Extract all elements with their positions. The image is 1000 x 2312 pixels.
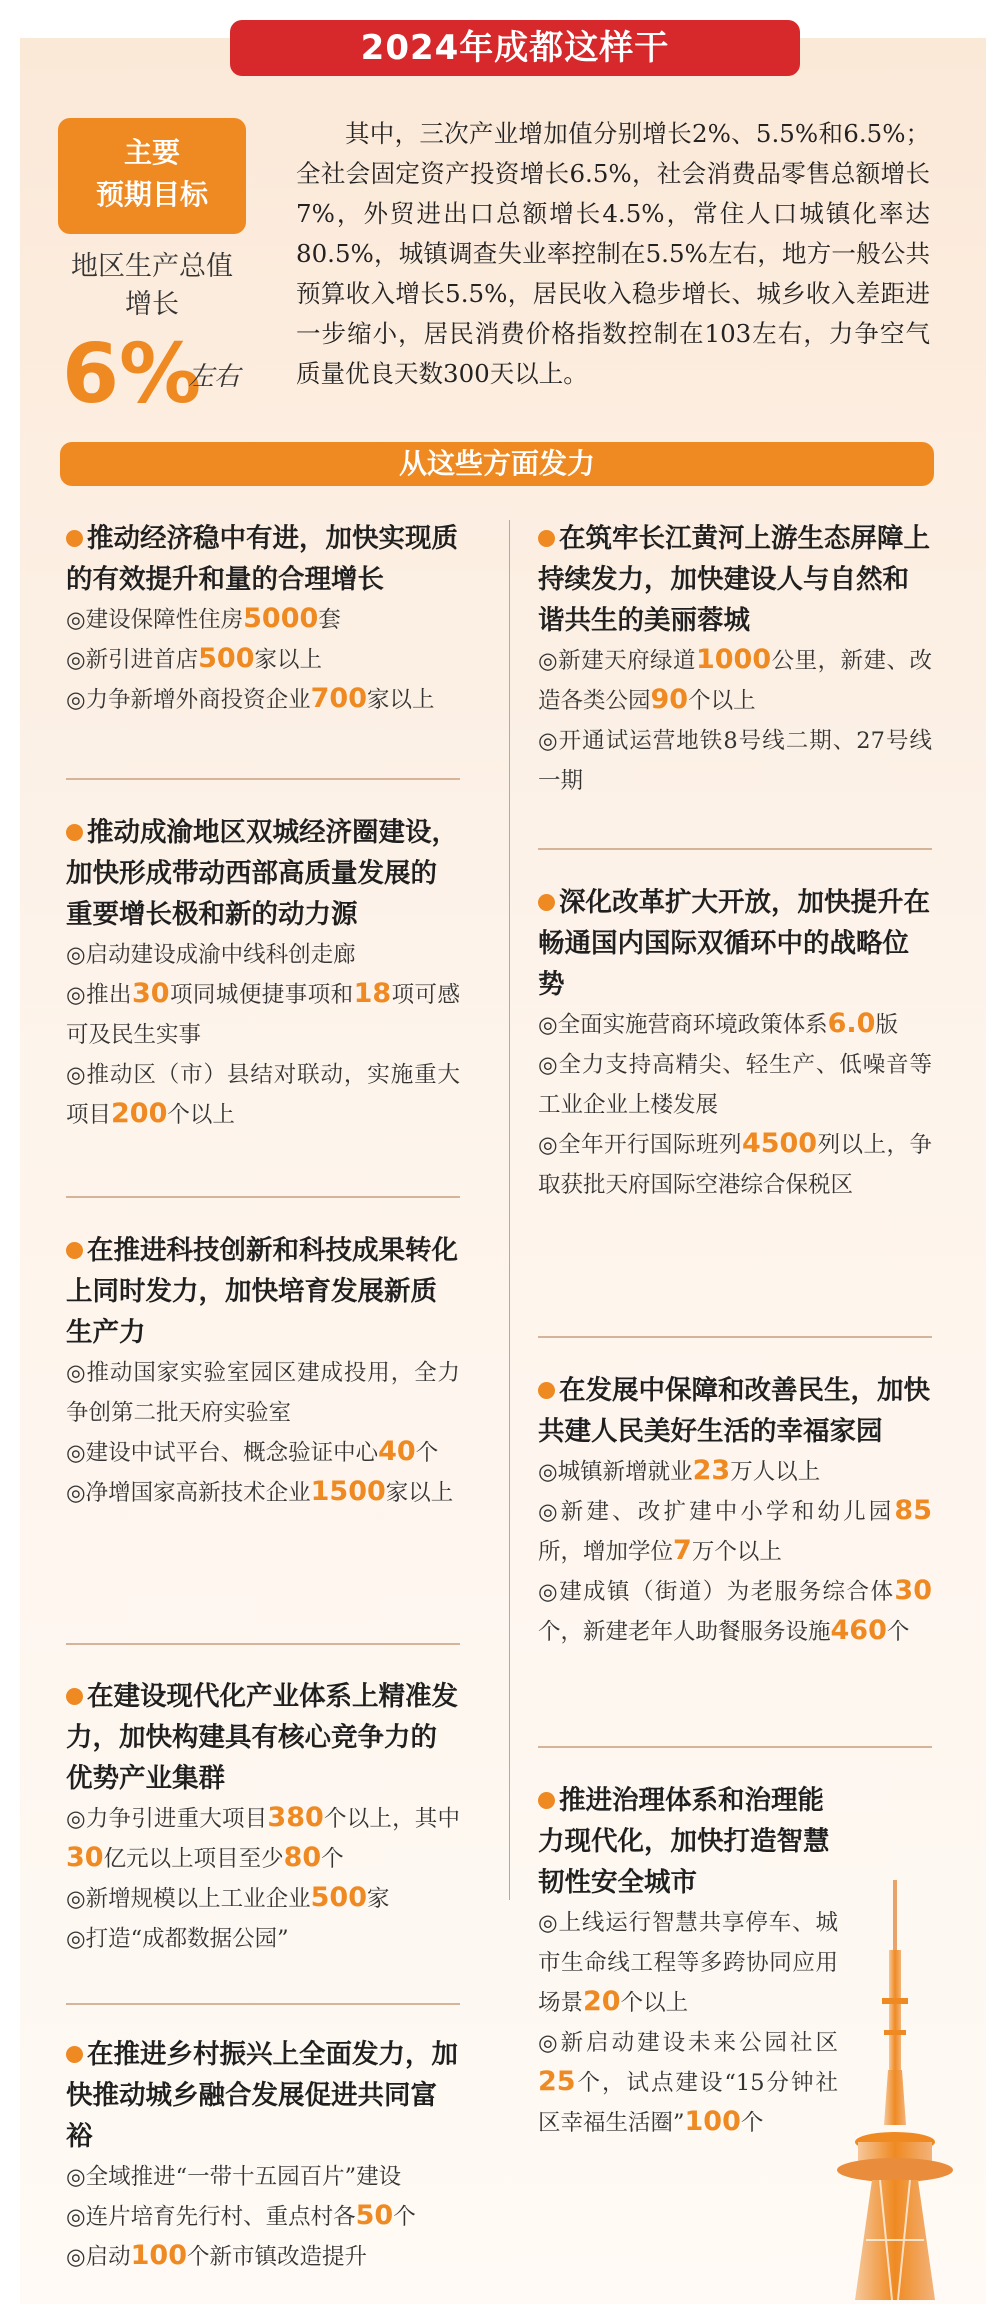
section-title: 在建设现代化产业体系上精准发力，加快构建具有核心竞争力的优势产业集群	[66, 1681, 458, 1794]
highlight-number: 85	[894, 1495, 932, 1526]
section-title: 推动经济稳中有进，加快实现质的有效提升和量的合理增长	[66, 523, 458, 595]
item-text: ◎建成镇（街道）为老服务综合体	[538, 1579, 895, 1605]
gdp-label	[46, 248, 258, 324]
item-text: 亿元以上项目至少	[103, 1846, 284, 1872]
section-items	[66, 1353, 460, 1513]
item-text: 个，试点建设“15分钟社区幸福生活圈”	[538, 2070, 838, 2136]
item-text: 个	[415, 1440, 439, 1466]
tv-tower-illustration	[800, 1880, 990, 2300]
goal-badge-line1: 主要	[123, 136, 180, 169]
bullet-dot	[538, 1382, 555, 1399]
item-text: ◎新建、改扩建中小学和幼儿园	[538, 1499, 895, 1525]
section-items	[538, 1452, 932, 1652]
section-economy	[66, 518, 460, 720]
section-item	[538, 2023, 838, 2143]
section-item	[66, 1055, 460, 1135]
section-items	[538, 1005, 932, 1205]
targets-paragraph: 其中，三次产业增加值分别增长2%、5.5%和6.5%；全社会固定资产投资增长6.5%，社会消费品零售总额增长7%，外贸进出口总额增长4.5%，常住人口城镇化率达80.5%，城镇调查失业率控制在5.5%左右，地方一般公共预算收入增长5.5%，居民收入稳步增长、城乡收入差距进一步缩小，居民消费价格指数控制在103左右，力争空气质量优良天数300天以上。	[296, 119, 930, 388]
section-title: 推动成渝地区双城经济圈建设，加快形成带动西部高质量发展的重要增长极和新的动力源	[66, 817, 458, 930]
item-text: 个	[393, 2204, 416, 2230]
section-item	[538, 1452, 932, 1492]
bullet-dot	[538, 530, 555, 547]
highlight-number: 25	[538, 2066, 576, 2097]
section-item	[538, 641, 932, 721]
item-text: ◎全力支持高精尖、轻生产、低噪音等工业企业上楼发展	[538, 1052, 932, 1118]
section-item	[538, 1903, 838, 2023]
section-title: 在发展中保障和改善民生，加快共建人民美好生活的幸福家园	[538, 1375, 930, 1447]
goal-badge	[58, 118, 246, 234]
item-text: 家以上	[367, 687, 435, 713]
item-text: 家以上	[254, 647, 323, 673]
section-items	[66, 1799, 460, 1959]
item-text: ◎新增规模以上工业企业	[66, 1886, 311, 1912]
item-text: 套	[318, 607, 341, 633]
highlight-number: 23	[692, 1455, 731, 1486]
bullet-dot	[66, 1242, 83, 1259]
highlight-number: 30	[66, 1842, 104, 1873]
item-text: ◎新建天府绿道	[538, 648, 696, 674]
section-item	[66, 975, 460, 1055]
highlight-number: 30	[894, 1575, 932, 1606]
highlight-number: 100	[684, 2106, 741, 2137]
section-divider	[66, 1643, 460, 1645]
item-text: ◎打造“成都数据公园”	[66, 1926, 289, 1952]
item-text: 家以上	[385, 1480, 454, 1506]
section-item	[66, 640, 460, 680]
section-item	[538, 1045, 932, 1125]
section-item	[66, 1919, 460, 1959]
item-text: ◎建设中试平台、概念验证中心	[66, 1440, 379, 1466]
item-text: ◎新引进首店	[66, 647, 199, 673]
section-title: 在推进乡村振兴上全面发力，加快推动城乡融合发展促进共同富裕	[66, 2039, 458, 2152]
highlight-number: 90	[650, 684, 689, 715]
item-text: 个	[886, 1619, 910, 1645]
section-chengyu	[66, 812, 460, 1135]
section-items	[538, 1903, 838, 2143]
gdp-growth-approx: 左右	[188, 362, 241, 392]
section-divider	[66, 1196, 460, 1198]
section-title: 在筑牢长江黄河上游生态屏障上持续发力，加快建设人与自然和谐共生的美丽蓉城	[538, 523, 930, 636]
section-item	[66, 935, 460, 975]
bullet-dot	[66, 530, 83, 547]
highlight-number: 460	[830, 1615, 887, 1646]
section-item	[66, 2197, 460, 2237]
item-text: 项同城便捷事项和	[169, 982, 354, 1008]
highlight-number: 700	[310, 683, 368, 714]
section-item	[66, 2157, 460, 2197]
section-livelihood	[538, 1370, 932, 1652]
page-title: 2024年成都这样干	[230, 20, 800, 76]
section-item	[66, 680, 460, 720]
highlight-number: 40	[378, 1436, 416, 1467]
item-text: 万个以上	[691, 1539, 782, 1565]
section-band: 从这些方面发力	[60, 442, 934, 486]
section-item	[66, 1879, 460, 1919]
highlight-number: 100	[130, 2240, 188, 2271]
section-reform	[538, 882, 932, 1205]
gdp-growth-value: 6%	[62, 327, 202, 422]
item-text: ◎连片培育先行村、重点村各	[66, 2204, 356, 2230]
section-governance	[538, 1780, 838, 2143]
highlight-number: 1000	[695, 644, 772, 675]
item-text: 个，新建老年人助餐服务设施	[538, 1619, 831, 1645]
item-text: 项可感可及民生实事	[66, 982, 460, 1048]
item-text: ◎建设保障性住房	[66, 607, 244, 633]
highlight-number: 30	[131, 978, 170, 1009]
item-text: ◎全面实施营商环境政策体系	[538, 1012, 828, 1038]
highlight-number: 380	[267, 1802, 324, 1833]
highlight-number: 80	[283, 1842, 322, 1873]
item-text: ◎启动建设成渝中线科创走廊	[66, 942, 356, 968]
item-text: ◎推出	[66, 982, 132, 1008]
goal-badge-line2: 预期目标	[95, 178, 208, 211]
bullet-dot	[538, 894, 555, 911]
item-text: ◎全年开行国际班列	[538, 1132, 742, 1158]
section-items	[66, 935, 460, 1135]
section-rural	[66, 2034, 460, 2277]
section-item	[538, 1005, 932, 1045]
section-items	[66, 2157, 460, 2277]
item-text: 个以上，其中	[323, 1806, 460, 1832]
highlight-number: 500	[198, 643, 255, 674]
item-text: ◎推动国家实验室园区建成投用，全力争创第二批天府实验室	[66, 1360, 460, 1426]
section-divider	[538, 1746, 932, 1748]
highlight-number: 6.0	[827, 1008, 876, 1039]
item-text: 个以上	[620, 1990, 689, 2016]
section-title: 推进治理体系和治理能力现代化，加快打造智慧韧性安全城市	[538, 1785, 830, 1898]
item-text: 版	[875, 1012, 898, 1038]
item-text: ◎启动	[66, 2244, 131, 2270]
section-title: 深化改革扩大开放，加快提升在畅通国内国际双循环中的战略位势	[538, 887, 930, 1000]
highlight-number: 20	[583, 1986, 621, 2017]
gdp-label-line2: 增长	[125, 289, 179, 320]
item-text: ◎全域推进“一带十五园百片”建设	[66, 2164, 402, 2190]
item-text: ◎净增国家高新技术企业	[66, 1480, 311, 1506]
column-divider	[509, 520, 510, 1900]
section-item	[538, 1572, 932, 1652]
bullet-dot	[66, 2046, 83, 2063]
section-divider	[66, 778, 460, 780]
item-text: 个新市镇改造提升	[187, 2244, 368, 2270]
item-text: 个以上	[688, 688, 756, 714]
section-ecology	[538, 518, 932, 801]
section-item	[538, 1492, 932, 1572]
highlight-number: 5000	[243, 603, 319, 634]
item-text: ◎推动区（市）县结对联动，实施重大项目	[66, 1062, 460, 1128]
item-text: ◎城镇新增就业	[538, 1459, 693, 1485]
highlight-number: 18	[353, 978, 392, 1009]
item-text: 所，增加学位	[538, 1539, 674, 1565]
item-text: ◎新启动建设未来公园社区	[538, 2030, 838, 2056]
section-divider	[538, 848, 932, 850]
section-item	[66, 1433, 460, 1473]
highlight-number: 500	[310, 1882, 368, 1913]
highlight-number: 7	[673, 1535, 692, 1566]
bullet-dot	[538, 1792, 555, 1809]
item-text: 列以上，争取获批天府国际空港综合保税区	[538, 1132, 932, 1198]
gdp-label-line1: 地区生产总值	[71, 251, 233, 282]
section-divider	[66, 2003, 460, 2005]
item-text: 万人以上	[730, 1459, 821, 1485]
section-items	[538, 641, 932, 801]
item-text: ◎开通试运营地铁8号线二期、27号线一期	[538, 728, 932, 794]
section-divider	[538, 1336, 932, 1338]
item-text: 个以上	[167, 1102, 235, 1128]
section-industry	[66, 1676, 460, 1959]
section-item	[66, 1473, 460, 1513]
item-text: ◎力争新增外商投资企业	[66, 687, 311, 713]
item-text: 个	[740, 2110, 764, 2136]
highlight-number: 200	[111, 1098, 168, 1129]
item-text: 公里，新建、改造各类公园	[538, 648, 932, 714]
section-item	[66, 1353, 460, 1433]
section-technology	[66, 1230, 460, 1513]
highlight-number: 1500	[310, 1476, 386, 1507]
section-item	[538, 1125, 932, 1205]
item-text: ◎力争引进重大项目	[66, 1806, 268, 1832]
item-text: 家	[367, 1886, 390, 1912]
highlight-number: 50	[355, 2200, 394, 2231]
item-text: 个	[321, 1846, 344, 1872]
section-items	[66, 600, 460, 720]
item-text: ◎上线运行智慧共享停车、城市生命线工程等多跨协同应用场景	[538, 1910, 838, 2016]
highlight-number: 4500	[741, 1128, 818, 1159]
section-item	[66, 600, 460, 640]
section-item	[66, 1799, 460, 1879]
bullet-dot	[66, 1688, 83, 1705]
bullet-dot	[66, 824, 83, 841]
section-title: 在推进科技创新和科技成果转化上同时发力，加快培育发展新质生产力	[66, 1235, 458, 1348]
section-item	[66, 2237, 460, 2277]
section-item	[538, 721, 932, 801]
